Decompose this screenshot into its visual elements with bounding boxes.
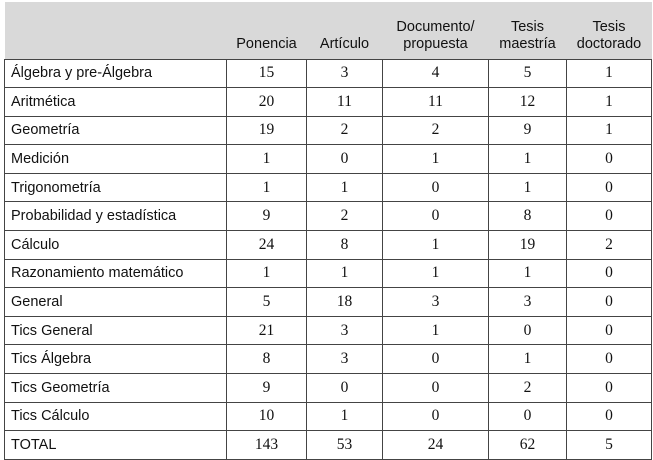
cell-ponencia: 8 [227,345,307,374]
header-ponencia: Ponencia [227,2,307,59]
cell-documento-propuesta: 1 [383,259,489,288]
table-body [5,59,652,459]
cell-documento-propuesta: 0 [383,202,489,231]
cell-tesis-doctorado: 1 [567,88,652,117]
cell-documento-propuesta: 0 [383,402,489,431]
row-label: Cálculo [5,231,227,260]
row-label: General [5,288,227,317]
cell-tesis-doctorado: 0 [567,402,652,431]
cell-articulo: 0 [307,145,383,174]
table-row [5,288,652,317]
cell-tesis-maestria: 3 [489,288,567,317]
cell-tesis-maestria: 1 [489,259,567,288]
cell-articulo: 8 [307,231,383,260]
row-label: Tics Álgebra [5,345,227,374]
cell-tesis-maestria: 0 [489,316,567,345]
cell-tesis-doctorado: 1 [567,59,652,88]
cell-tesis-maestria: 1 [489,345,567,374]
header-articulo: Artículo [307,2,383,59]
cell-ponencia: 21 [227,316,307,345]
table-row [5,259,652,288]
cell-articulo: 1 [307,402,383,431]
row-label: Tics Cálculo [5,402,227,431]
row-label: Razonamiento matemático [5,259,227,288]
cell-documento-propuesta: 0 [383,345,489,374]
row-label: Tics Geometría [5,374,227,403]
cell-ponencia: 143 [227,431,307,460]
table-row [5,374,652,403]
cell-articulo: 2 [307,116,383,145]
cell-tesis-maestria: 19 [489,231,567,260]
table-header [5,2,652,59]
table-row [5,88,652,117]
cell-ponencia: 1 [227,145,307,174]
table-row [5,116,652,145]
cell-tesis-doctorado: 5 [567,431,652,460]
cell-tesis-doctorado: 0 [567,374,652,403]
cell-tesis-maestria: 0 [489,402,567,431]
table-row [5,316,652,345]
cell-tesis-doctorado: 0 [567,173,652,202]
cell-tesis-maestria: 1 [489,145,567,174]
cell-tesis-doctorado: 0 [567,345,652,374]
cell-ponencia: 1 [227,259,307,288]
header-documento-propuesta: Documento/ propuesta [383,2,489,59]
cell-articulo: 3 [307,59,383,88]
row-label: Aritmética [5,88,227,117]
cell-tesis-maestria: 62 [489,431,567,460]
cell-articulo: 0 [307,374,383,403]
table-row [5,202,652,231]
row-label: Álgebra y pre-Álgebra [5,59,227,88]
cell-ponencia: 9 [227,374,307,403]
cell-articulo: 3 [307,316,383,345]
cell-tesis-doctorado: 0 [567,316,652,345]
cell-documento-propuesta: 1 [383,316,489,345]
table-row [5,173,652,202]
cell-articulo: 11 [307,88,383,117]
cell-documento-propuesta: 1 [383,231,489,260]
header-category [5,2,227,59]
cell-ponencia: 15 [227,59,307,88]
cell-ponencia: 5 [227,288,307,317]
row-label: Tics General [5,316,227,345]
table-row [5,145,652,174]
total-row [5,431,652,460]
cell-articulo: 1 [307,173,383,202]
cell-articulo: 18 [307,288,383,317]
cell-articulo: 1 [307,259,383,288]
cell-tesis-doctorado: 0 [567,145,652,174]
header-tesis-doctorado: Tesis doctorado [567,2,652,59]
cell-tesis-doctorado: 0 [567,202,652,231]
cell-tesis-doctorado: 1 [567,116,652,145]
cell-documento-propuesta: 3 [383,288,489,317]
cell-ponencia: 24 [227,231,307,260]
cell-ponencia: 20 [227,88,307,117]
row-label: TOTAL [5,431,227,460]
cell-tesis-doctorado: 0 [567,259,652,288]
cell-articulo: 3 [307,345,383,374]
cell-ponencia: 9 [227,202,307,231]
row-label: Probabilidad y estadística [5,202,227,231]
cell-articulo: 53 [307,431,383,460]
cell-tesis-maestria: 5 [489,59,567,88]
table-row [5,345,652,374]
cell-tesis-maestria: 9 [489,116,567,145]
row-label: Medición [5,145,227,174]
cell-ponencia: 1 [227,173,307,202]
cell-tesis-maestria: 2 [489,374,567,403]
cell-ponencia: 10 [227,402,307,431]
table-row [5,402,652,431]
header-tesis-maestria: Tesis maestría [489,2,567,59]
row-label: Geometría [5,116,227,145]
header-row [5,2,652,59]
table-row [5,59,652,88]
cell-tesis-doctorado: 0 [567,288,652,317]
cell-tesis-doctorado: 2 [567,231,652,260]
cell-documento-propuesta: 4 [383,59,489,88]
cell-tesis-maestria: 8 [489,202,567,231]
cell-documento-propuesta: 11 [383,88,489,117]
row-label: Trigonometría [5,173,227,202]
cell-documento-propuesta: 1 [383,145,489,174]
cell-documento-propuesta: 0 [383,173,489,202]
cell-tesis-maestria: 12 [489,88,567,117]
cell-documento-propuesta: 2 [383,116,489,145]
cell-documento-propuesta: 0 [383,374,489,403]
cell-ponencia: 19 [227,116,307,145]
cell-articulo: 2 [307,202,383,231]
cell-tesis-maestria: 1 [489,173,567,202]
publications-table [4,2,652,460]
cell-documento-propuesta: 24 [383,431,489,460]
table-row [5,231,652,260]
